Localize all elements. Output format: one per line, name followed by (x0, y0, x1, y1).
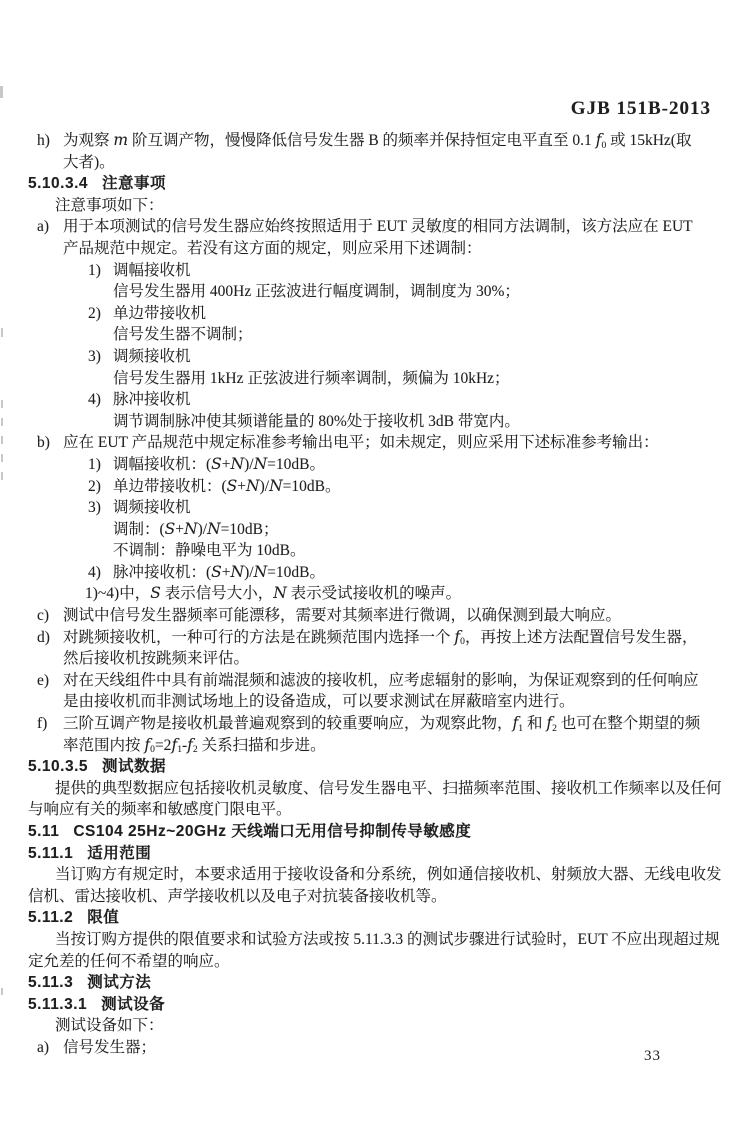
text-line (28, 216, 728, 238)
text-line (28, 713, 728, 735)
heading-title: 适用范围 (87, 844, 152, 862)
line-text: 调幅接收机 (113, 261, 191, 279)
line-text: 单边带接收机：(S+N)/N=10dB。 (113, 476, 341, 495)
list-marker: a) (37, 218, 50, 236)
text-line (28, 454, 728, 476)
list-marker: 4) (88, 563, 101, 581)
list-marker: e) (37, 671, 50, 689)
heading-number: 5.10.3.4 (28, 175, 89, 193)
heading-number: 5.10.3.5 (28, 758, 89, 776)
line-text: 单边带接收机 (113, 304, 207, 322)
line-text: 1)~4)中，S 表示信号大小，N 表示受试接收机的噪声。 (85, 584, 462, 603)
list-marker: h) (37, 132, 50, 149)
text-line (28, 497, 728, 519)
line-text: 定允差的任何不希望的响应。 (28, 952, 230, 970)
text-line (28, 1015, 728, 1037)
text-line (28, 389, 728, 411)
text-line (28, 562, 728, 584)
list-marker: c) (37, 607, 50, 625)
list-marker: 1) (88, 455, 101, 473)
page-number: 33 (644, 1048, 661, 1064)
line-text: 与响应有关的频率和敏感度门限电平。 (28, 801, 292, 819)
line-text: 信号发生器； (63, 1038, 157, 1056)
text-line (28, 476, 728, 498)
text-line (28, 1037, 728, 1059)
line-text: 当按订购方提供的限值要求和试验方法或按 5.11.3.3 的测试步骤进行试验时，EUT 不应出现超过规 (55, 930, 720, 948)
line-text: 信机、雷达接收机、声学接收机以及电子对抗装备接收机等。 (28, 887, 447, 905)
line-text: 调频接收机 (113, 499, 191, 517)
text-line (28, 735, 728, 757)
list-marker: 3) (88, 347, 101, 365)
line-text: 产品规范中规定。若没有这方面的规定，则应采用下述调制： (63, 239, 482, 257)
scan-artifact-mark (1, 454, 3, 462)
line-text: 是由接收机而非测试场地上的设备造成，可以要求测试在屏蔽暗室内进行。 (63, 693, 575, 711)
heading-number: 5.11.2 (28, 909, 74, 927)
scan-artifact-mark (1, 988, 3, 995)
text-line (28, 238, 728, 260)
text-line (28, 951, 728, 973)
heading-number: 5.11.3 (28, 974, 74, 992)
line-text: 用于本项测试的信号发生器应始终按照适用于 EUT 灵敏度的相同方法调制，该方法应在 EUT (63, 218, 693, 236)
text-line (28, 130, 728, 152)
heading-title: 限值 (87, 909, 120, 927)
line-text: 对在天线组件中具有前端混频和滤波的接收机，应考虑辐射的影响，为保证观察到的任何响应 (63, 671, 699, 689)
text-line (28, 260, 728, 282)
scan-artifact-mark (1, 328, 3, 337)
line-text: 脉冲接收机 (113, 391, 191, 409)
text-line (28, 152, 728, 174)
line-text: 调节调制脉冲使其频谱能量的 80%处于接收机 3dB 带宽内。 (113, 412, 520, 430)
scan-artifact-mark (1, 436, 3, 444)
text-line (28, 324, 728, 346)
standard-number-header: GJB 151B-2013 (570, 98, 711, 119)
line-text: 不调制：静噪电平为 10dB。 (113, 542, 306, 560)
line-text: 对跳频接收机，一种可行的方法是在跳频范围内选择一个 $f_0$，再按上述方法配置信号发生器， (63, 627, 698, 648)
list-marker: f) (37, 715, 48, 733)
text-line (28, 303, 728, 325)
text-line (28, 670, 728, 692)
line-text: 信号发生器用 1kHz 正弦波进行频率调制，频偏为 10kHz； (113, 369, 510, 387)
text-line (28, 929, 728, 951)
text-line (28, 432, 728, 454)
text-line (28, 864, 728, 886)
list-marker: 3) (88, 499, 101, 517)
line-text: 然后接收机按跳频来评估。 (63, 650, 250, 668)
line-text: 脉冲接收机：(S+N)/N=10dB。 (113, 562, 325, 581)
text-line (28, 368, 728, 390)
scan-artifact-mark (0, 86, 3, 98)
section-heading (28, 907, 728, 929)
text-line (28, 281, 728, 303)
line-text: 信号发生器用 400Hz 正弦波进行幅度调制，调制度为 30%； (113, 283, 520, 301)
list-marker: b) (37, 434, 50, 452)
section-heading (28, 821, 728, 843)
text-line (28, 583, 728, 605)
scan-artifact-mark (1, 472, 3, 480)
text-line (28, 886, 728, 908)
text-line (28, 778, 728, 800)
line-text: 大者)。 (63, 153, 115, 171)
list-marker: d) (37, 628, 50, 646)
heading-title: 测试数据 (102, 758, 167, 776)
list-marker: 2) (88, 477, 101, 495)
heading-title: 测试方法 (87, 974, 152, 992)
line-text: 当订购方有规定时，本要求适用于接收设备和分系统，例如通信接收机、射频放大器、无线电收发 (55, 866, 722, 884)
list-marker: 1) (88, 261, 101, 279)
document-body (28, 130, 728, 1059)
line-text: 提供的典型数据应包括接收机灵敏度、信号发生器电平、扫描频率范围、接收机工作频率以及任何 (55, 779, 722, 797)
section-heading (28, 173, 728, 195)
heading-number: 5.11 (28, 823, 60, 840)
text-line (28, 648, 728, 670)
list-marker: 4) (88, 391, 101, 409)
line-text: 率范围内按 $f_0=2f_1-f_2$ 关系扫描和步进。 (63, 735, 326, 756)
line-text: 调频接收机 (113, 347, 191, 365)
line-text: 注意事项如下： (55, 196, 164, 214)
heading-number: 5.11.1 (28, 844, 74, 862)
line-text: 应在 EUT 产品规范中规定标准参考输出电平；如未规定，则应采用下述标准参考输出： (63, 434, 659, 452)
heading-title: 测试设备 (101, 995, 166, 1013)
text-line (28, 605, 728, 627)
section-heading (28, 972, 728, 994)
line-text: 调幅接收机：(S+N)/N=10dB。 (113, 454, 325, 473)
list-marker: a) (37, 1038, 50, 1056)
line-text: 为观察 m 阶互调产物，慢慢降低信号发生器 B 的频率并保持恒定电平直至 0.1 $f_0$ 或 15kHz(取 (63, 131, 692, 151)
line-text: 信号发生器不调制； (113, 326, 253, 344)
section-heading (28, 843, 728, 865)
text-line (28, 627, 728, 649)
text-line (28, 540, 728, 562)
scan-artifact-mark (1, 418, 3, 426)
text-line (28, 411, 728, 433)
heading-number: 5.11.3.1 (28, 995, 88, 1013)
line-text: 三阶互调产物是接收机最普遍观察到的较重要响应，为观察此物，$f_1$ 和 $f_2$ 也可在整个期望的频 (63, 714, 701, 734)
scan-artifact-mark (1, 400, 3, 408)
text-line (28, 519, 728, 541)
heading-title: CS104 25Hz~20GHz 天线端口无用信号抑制传导敏感度 (73, 823, 472, 840)
line-text: 测试中信号发生器频率可能漂移，需要对其频率进行微调，以确保测到最大响应。 (63, 607, 622, 625)
text-line (28, 346, 728, 368)
line-text: 调制：(S+N)/N=10dB； (113, 519, 279, 538)
heading-title: 注意事项 (102, 175, 167, 193)
list-marker: 2) (88, 304, 101, 322)
text-line (28, 799, 728, 821)
text-line (28, 691, 728, 713)
text-line (28, 195, 728, 217)
section-heading (28, 756, 728, 778)
section-heading (28, 994, 728, 1016)
line-text: 测试设备如下： (55, 1017, 164, 1035)
